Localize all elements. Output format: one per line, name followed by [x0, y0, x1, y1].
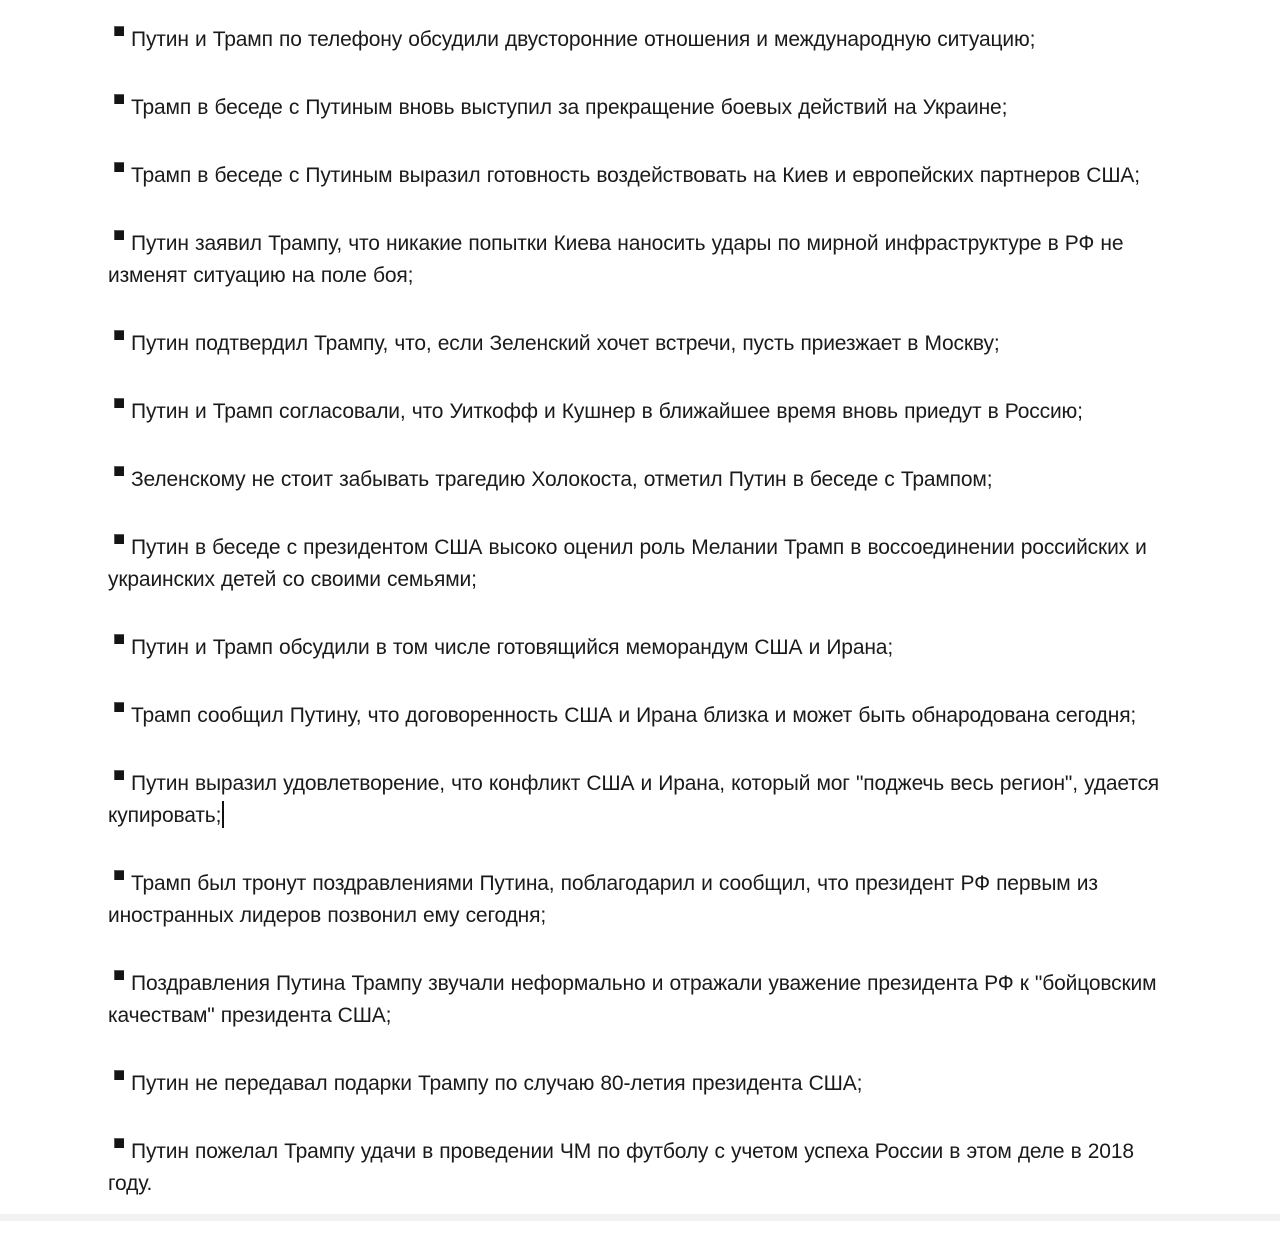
- square-bullet-icon: [114, 702, 124, 712]
- square-bullet-icon: [114, 634, 124, 644]
- square-bullet-icon: [114, 330, 124, 340]
- square-bullet-icon: [114, 162, 124, 172]
- paragraph-2: [108, 92, 1168, 160]
- paragraph-text: Трамп в беседе с Путиным вновь выступил за прекращение боевых действий на Украине;: [131, 96, 1008, 119]
- square-bullet-icon: [114, 94, 124, 104]
- paragraph-text: Путин не передавал подарки Трампу по случаю 80-летия президента США;: [131, 1072, 863, 1095]
- paragraph-5: [108, 328, 1168, 396]
- paragraph-text: Путин подтвердил Трампу, что, если Зеленский хочет встречи, пусть приезжает в Москву;: [131, 332, 1000, 355]
- square-bullet-icon: [114, 26, 124, 36]
- page-bottom-edge: [0, 1214, 1280, 1221]
- paragraph-text: Путин и Трамп согласовали, что Уиткофф и Кушнер в ближайшее время вновь приедут в Россию;: [131, 400, 1083, 423]
- paragraph-15: [108, 1136, 1168, 1236]
- paragraph-6: [108, 396, 1168, 464]
- paragraph-text: Путин в беседе с президентом США высоко оценил роль Мелании Трамп в воссоединении российских и украинских детей со своими семьями;: [108, 536, 1147, 591]
- paragraph-text: Путин и Трамп обсудили в том числе готовящийся меморандум США и Ирана;: [131, 636, 894, 659]
- square-bullet-icon: [114, 970, 124, 980]
- paragraph-text: Поздравления Путина Трампу звучали неформально и отражали уважение президента РФ к "бойцовским качествам" президента США;: [108, 972, 1157, 1027]
- square-bullet-icon: [114, 1070, 124, 1080]
- paragraph-1: [108, 24, 1168, 92]
- square-bullet-icon: [114, 1138, 124, 1148]
- paragraph-text: Трамп в беседе с Путиным выразил готовность воздействовать на Киев и европейских партнеров США;: [131, 164, 1140, 187]
- paragraph-3: [108, 160, 1168, 228]
- paragraph-12: [108, 868, 1168, 968]
- paragraph-4: [108, 228, 1168, 328]
- document-body[interactable]: [108, 24, 1168, 1236]
- square-bullet-icon: [114, 770, 124, 780]
- paragraph-text: Путин заявил Трампу, что никакие попытки Киева наносить удары по мирной инфраструктуре в РФ не изменят ситуацию на поле боя;: [108, 232, 1124, 287]
- paragraph-9: [108, 632, 1168, 700]
- square-bullet-icon: [114, 534, 124, 544]
- paragraph-text: Путин пожелал Трампу удачи в проведении ЧМ по футболу с учетом успеха России в этом деле в 2018 году.: [108, 1140, 1134, 1195]
- paragraph-text: Путин выразил удовлетворение, что конфликт США и Ирана, который мог "поджечь весь регион", удается купировать;: [108, 772, 1160, 827]
- paragraph-text: Трамп сообщил Путину, что договоренность США и Ирана близка и может быть обнародована сегодня;: [131, 704, 1137, 727]
- square-bullet-icon: [114, 398, 124, 408]
- paragraph-text: Зеленскому не стоит забывать трагедию Холокоста, отметил Путин в беседе с Трампом;: [131, 468, 993, 491]
- paragraph-8: [108, 532, 1168, 632]
- square-bullet-icon: [114, 870, 124, 880]
- square-bullet-icon: [114, 466, 124, 476]
- paragraph-7: [108, 464, 1168, 532]
- paragraph-14: [108, 1068, 1168, 1136]
- paragraph-text: Путин и Трамп по телефону обсудили двусторонние отношения и международную ситуацию;: [131, 28, 1036, 51]
- square-bullet-icon: [114, 230, 124, 240]
- paragraph-13: [108, 968, 1168, 1068]
- paragraph-11: [108, 768, 1168, 868]
- paragraph-text: Трамп был тронут поздравлениями Путина, поблагодарил и сообщил, что президент РФ первым из иностранных лидеров позвонил ему сегодня;: [108, 872, 1098, 927]
- paragraph-10: [108, 700, 1168, 768]
- text-cursor: [222, 801, 224, 828]
